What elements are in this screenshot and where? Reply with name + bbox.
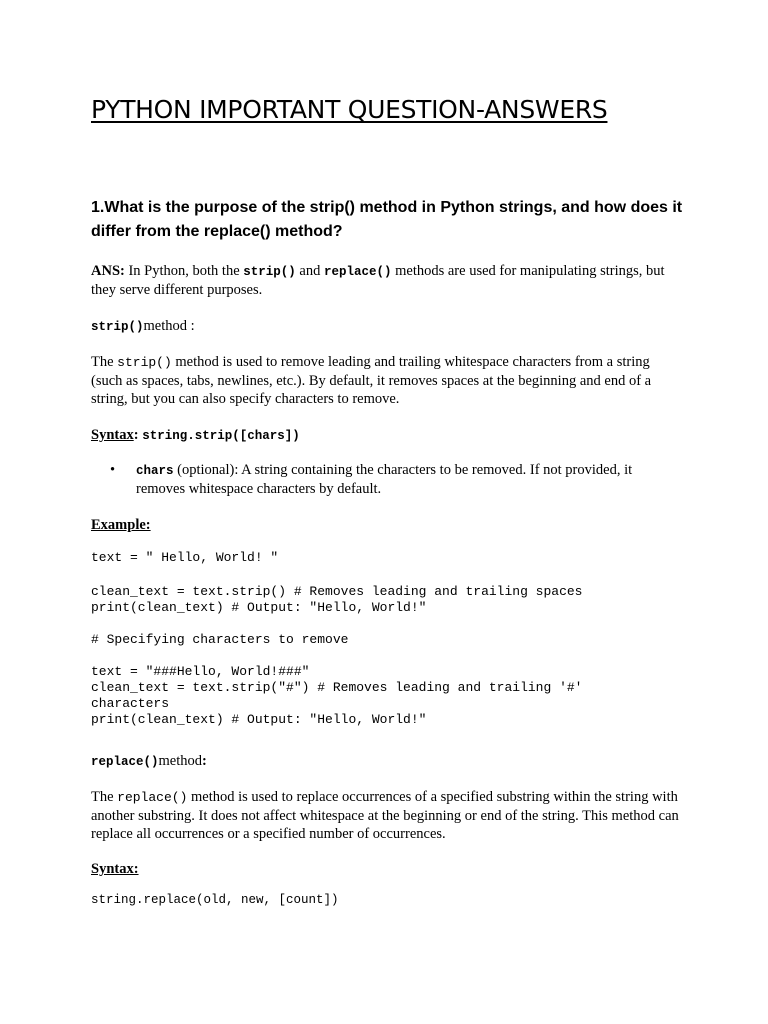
replace-syntax-code: string.replace(old, new, [count]) — [91, 893, 339, 907]
strip-desc-text-1: The — [91, 354, 118, 370]
strip-syntax-colon: : — [133, 427, 139, 443]
code-line: clean_text = text.strip() # Removes leading and trailing spaces — [91, 584, 583, 599]
param-code: chars — [136, 464, 174, 478]
document-title: PYTHON IMPORTANT QUESTION-ANSWERS — [91, 95, 608, 124]
strip-params-list — [91, 461, 681, 498]
example-label: Example: — [91, 517, 151, 533]
answer-label: ANS: — [91, 263, 125, 279]
replace-heading-code: replace() — [91, 755, 159, 769]
answer-code-strip: strip() — [243, 265, 296, 279]
answer-text-3: methods are used for manipulating strings, but they serve different purposes. — [91, 263, 665, 298]
code-line: print(clean_text) # Output: "Hello, World!" — [91, 712, 427, 727]
strip-syntax — [91, 426, 300, 445]
strip-heading — [91, 317, 195, 336]
list-item — [91, 461, 681, 498]
replace-desc-code: replace() — [117, 790, 188, 805]
code-line: text = " Hello, World! " — [91, 550, 279, 565]
bullet-icon: • — [110, 462, 116, 478]
answer-text-1: In Python, both the — [124, 263, 244, 279]
param-description: (optional): A string containing the characters to be removed. If not provided, it removes whitespace characters by default. — [136, 462, 633, 497]
strip-heading-text: method : — [143, 318, 195, 334]
strip-syntax-label: Syntax — [91, 427, 134, 443]
replace-desc-text-2: method is used to replace occurrences of a specified substring within the string with another substring. It does not affect whitespace at the beginning or end of the string. This method can replace all occurrences or a specified number of occurrences. — [91, 789, 679, 842]
strip-desc-code: strip() — [117, 355, 172, 370]
code-line: # Specifying characters to remove — [91, 632, 349, 647]
replace-description — [91, 788, 681, 843]
code-line: characters — [91, 696, 170, 711]
answer-code-replace: replace() — [323, 265, 392, 279]
replace-heading-text: method — [158, 753, 203, 769]
replace-heading — [91, 752, 207, 771]
code-line: print(clean_text) # Output: "Hello, World!" — [91, 600, 427, 615]
strip-desc-text-2: method is used to remove leading and trailing whitespace characters from a string (such as spaces, tabs, newlines, etc.). By default, it removes spaces at the beginning and end of a string, but you can also specify characters to remove. — [91, 354, 652, 407]
question-1: 1.What is the purpose of the strip() method in Python strings, and how does it differ from the replace() method? — [91, 199, 683, 240]
strip-syntax-code: string.strip([chars]) — [142, 429, 300, 443]
replace-desc-text-1: The — [91, 789, 118, 805]
replace-heading-colon: : — [202, 753, 207, 769]
code-line: text = "###Hello, World!###" — [91, 664, 310, 679]
answer-intro — [91, 262, 681, 299]
strip-heading-code: strip() — [91, 320, 144, 334]
answer-text-2: and — [295, 263, 324, 279]
strip-description — [91, 353, 681, 408]
replace-syntax-label: Syntax: — [91, 861, 139, 877]
code-line: clean_text = text.strip("#") # Removes leading and trailing '#' — [91, 680, 583, 695]
